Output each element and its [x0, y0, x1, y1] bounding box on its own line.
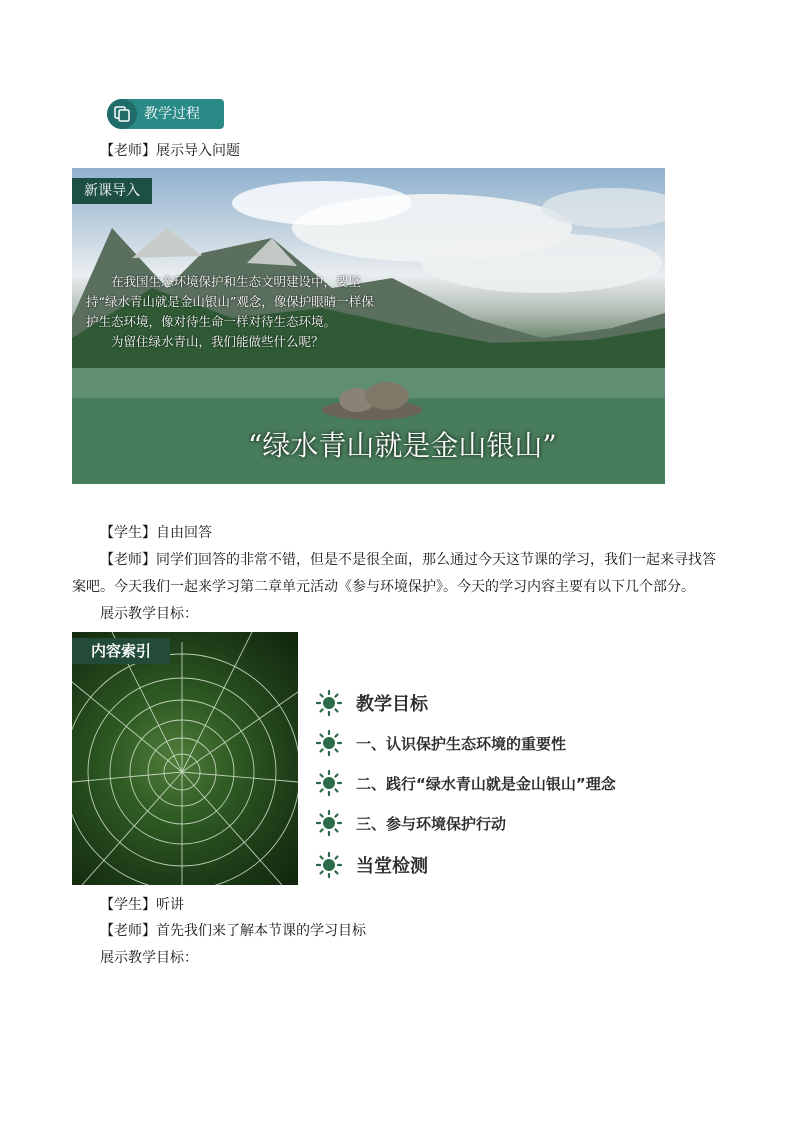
- document-stack-icon: [107, 99, 137, 129]
- sun-icon: [316, 770, 342, 796]
- teacher-first-line: 【老师】首先我们来了解本节课的学习目标: [100, 923, 366, 939]
- spiderweb-illustration: [72, 632, 298, 885]
- intro-slide-image: [72, 168, 665, 484]
- slide-paragraph: [86, 272, 386, 352]
- slide-paragraph-2: 为留住绿水青山，我们能做些什么呢？: [111, 334, 324, 349]
- toc-item-label: 二、践行“绿水青山就是金山银山”理念: [356, 774, 616, 793]
- toc-item: [316, 808, 506, 838]
- show-goals-line-2: 展示教学目标：: [100, 950, 198, 966]
- toc-item-label: 教学目标: [356, 694, 428, 715]
- spiderweb-image: [72, 632, 298, 885]
- teacher-praise-line-2: 案吧。今天我们一起来学习第二章单元活动《参与环境保护》。今天的学习内容主要有以下几个部分。: [72, 579, 695, 595]
- student-answer-line: 【学生】自由回答: [100, 525, 212, 541]
- slide-quote: “绿水青山就是金山银山”: [248, 429, 557, 462]
- teacher-intro-line: 【老师】展示导入问题: [100, 143, 240, 159]
- sun-icon: [316, 852, 342, 878]
- toc-item-label: 一、认识保护生态环境的重要性: [356, 734, 567, 753]
- section-title: 教学过程: [144, 106, 200, 122]
- student-listen-line: 【学生】听讲: [100, 897, 184, 913]
- toc-item: [316, 850, 428, 880]
- toc-item: [316, 728, 566, 758]
- slide-paragraph-1: 在我国生态环境保护和生态文明建设中，要坚持“绿水青山就是金山银山”观念，像保护眼睛一样保护生态环境，像对待生命一样对待生态环境。: [86, 274, 374, 329]
- toc-item: [316, 768, 616, 798]
- sun-icon: [316, 690, 342, 716]
- show-goals-line-1: 展示教学目标：: [100, 606, 198, 622]
- toc-item: [316, 688, 428, 718]
- slide-tag: 新课导入: [72, 178, 152, 204]
- sun-icon: [316, 810, 342, 836]
- teacher-praise-line-1: 【老师】同学们回答的非常不错，但是不是很全面，那么通过今天这节课的学习，我们一起来寻找答: [100, 552, 716, 568]
- slide-tag: 内容索引: [72, 638, 170, 664]
- toc-item-label: 三、参与环境保护行动: [356, 814, 507, 833]
- sun-icon: [316, 730, 342, 756]
- toc-item-label: 当堂检测: [356, 856, 428, 877]
